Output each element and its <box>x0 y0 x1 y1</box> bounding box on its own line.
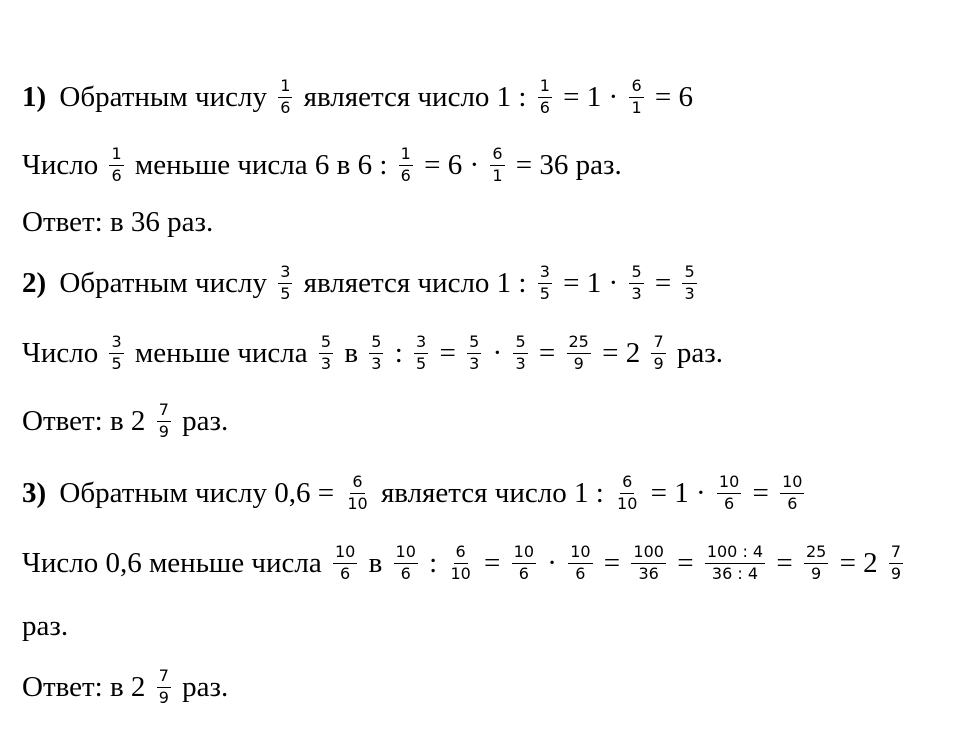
fraction <box>682 264 696 303</box>
text: = 2 <box>832 546 885 579</box>
numerator: 1 <box>538 78 552 98</box>
denominator: 3 <box>631 283 642 303</box>
task2-answer <box>22 402 228 441</box>
fraction <box>651 334 665 373</box>
denominator: 9 <box>573 353 584 373</box>
denominator: 6 <box>723 493 735 513</box>
numerator: 100 <box>631 544 666 564</box>
denominator: 1 <box>631 97 642 117</box>
numerator: 7 <box>157 402 171 422</box>
task2-line2 <box>22 334 723 373</box>
fraction <box>629 264 643 303</box>
numerator: 10 <box>394 544 418 564</box>
denominator: 6 <box>111 165 122 185</box>
text: : <box>387 336 411 369</box>
denominator: 5 <box>280 283 291 303</box>
numerator: 100 : 4 <box>705 544 765 564</box>
numerator: 3 <box>414 334 428 354</box>
fraction <box>109 334 123 373</box>
task1-line2 <box>22 146 622 185</box>
task1-number: 1) <box>22 80 47 113</box>
denominator: 3 <box>469 353 480 373</box>
text: = 6 <box>647 80 693 113</box>
numerator: 6 <box>350 474 364 494</box>
denominator: 9 <box>890 563 902 583</box>
denominator: 10 <box>347 493 368 513</box>
text: раз. <box>22 610 69 642</box>
denominator: 9 <box>653 353 664 373</box>
numerator: 10 <box>512 544 536 564</box>
text: является число 1 : <box>296 266 534 299</box>
fraction <box>278 78 292 117</box>
text: = <box>476 546 508 579</box>
numerator: 3 <box>538 264 552 284</box>
text: Ответ: в 2 <box>22 404 153 437</box>
numerator: 1 <box>109 146 123 166</box>
numerator: 10 <box>780 474 804 494</box>
text: = <box>669 546 701 579</box>
numerator: 3 <box>278 264 292 284</box>
text: раз. <box>174 404 229 437</box>
fraction <box>513 334 527 373</box>
task1-line1 <box>22 78 693 117</box>
numerator: 25 <box>567 334 591 354</box>
numerator: 5 <box>629 264 643 284</box>
task3-number: 3) <box>22 476 47 509</box>
text: = <box>596 546 628 579</box>
text: = 2 <box>594 336 648 369</box>
numerator: 1 <box>278 78 292 98</box>
numerator: 6 <box>629 78 643 98</box>
fraction <box>889 544 903 583</box>
task2-number: 2) <box>22 266 47 299</box>
numerator: 6 <box>620 474 634 494</box>
fraction <box>804 544 828 583</box>
text: Ответ: в 2 <box>22 670 153 703</box>
text: = <box>432 336 464 369</box>
denominator: 6 <box>539 97 550 117</box>
denominator: 3 <box>515 353 526 373</box>
fraction <box>631 544 666 583</box>
numerator: 25 <box>804 544 828 564</box>
text: = 1 · <box>643 476 713 509</box>
text: = <box>531 336 563 369</box>
denominator: 5 <box>539 283 550 303</box>
fraction <box>629 78 643 117</box>
fraction <box>705 544 765 583</box>
fraction <box>448 544 472 583</box>
fraction <box>394 544 418 583</box>
fraction <box>369 334 383 373</box>
numerator: 6 <box>490 146 504 166</box>
denominator: 5 <box>111 353 122 373</box>
text: = 6 · <box>416 148 487 181</box>
fraction <box>780 474 804 513</box>
denominator: 6 <box>400 563 411 583</box>
text: является число 1 : <box>373 476 612 509</box>
text: = 1 · <box>555 266 626 299</box>
fraction <box>538 78 552 117</box>
denominator: 9 <box>811 563 822 583</box>
numerator: 6 <box>454 544 468 564</box>
fraction <box>414 334 428 373</box>
text: = 36 раз. <box>508 148 622 181</box>
task3-line3 <box>22 612 68 641</box>
numerator: 7 <box>651 334 665 354</box>
fraction <box>157 668 171 707</box>
text: Обратным числу <box>52 266 275 299</box>
text: Обратным числу 0,6 = <box>52 476 342 509</box>
task3-line2 <box>22 544 907 583</box>
numerator: 7 <box>889 544 903 564</box>
denominator: 36 : 4 <box>711 563 758 583</box>
text: = <box>647 266 679 299</box>
text: · <box>540 546 565 579</box>
text: меньше числа <box>127 336 315 369</box>
fraction <box>399 146 413 185</box>
denominator: 36 <box>638 563 659 583</box>
fraction <box>345 474 369 513</box>
fraction <box>278 264 292 303</box>
text: в <box>337 336 366 369</box>
numerator: 10 <box>333 544 357 564</box>
fraction <box>319 334 333 373</box>
fraction <box>615 474 639 513</box>
denominator: 6 <box>518 563 529 583</box>
denominator: 6 <box>280 97 291 117</box>
numerator: 10 <box>717 474 741 494</box>
text: Обратным числу <box>52 80 275 113</box>
denominator: 6 <box>400 165 411 185</box>
text: = <box>745 476 777 509</box>
fraction <box>467 334 481 373</box>
text: раз. <box>174 670 229 703</box>
denominator: 6 <box>787 493 798 513</box>
denominator: 1 <box>492 165 503 185</box>
text: · <box>485 336 510 369</box>
task3-line1 <box>22 474 808 513</box>
numerator: 1 <box>399 146 413 166</box>
fraction <box>538 264 552 303</box>
numerator: 5 <box>369 334 383 354</box>
denominator: 6 <box>575 563 586 583</box>
denominator: 10 <box>450 563 471 583</box>
fraction <box>717 474 741 513</box>
task1-answer <box>22 208 213 237</box>
task3-answer <box>22 668 228 707</box>
denominator: 3 <box>371 353 382 373</box>
denominator: 3 <box>320 353 332 373</box>
text: : <box>421 546 445 579</box>
fraction <box>490 146 504 185</box>
numerator: 5 <box>513 334 527 354</box>
task2-line1 <box>22 264 701 303</box>
text: Число 0,6 меньше числа <box>22 546 329 579</box>
text: в <box>361 546 390 579</box>
fraction <box>109 146 123 185</box>
fraction <box>567 334 591 373</box>
numerator: 10 <box>568 544 592 564</box>
text: является число 1 : <box>296 80 534 113</box>
numerator: 3 <box>109 334 123 354</box>
text: Число <box>22 336 106 369</box>
text: = 1 · <box>555 80 626 113</box>
fraction <box>333 544 357 583</box>
numerator: 5 <box>467 334 481 354</box>
text: раз. <box>669 336 723 369</box>
fraction <box>157 402 171 441</box>
numerator: 5 <box>319 334 333 354</box>
text: = <box>769 546 800 579</box>
denominator: 6 <box>340 563 351 583</box>
denominator: 5 <box>416 353 427 373</box>
denominator: 10 <box>617 493 638 513</box>
denominator: 9 <box>158 687 169 707</box>
denominator: 3 <box>684 283 695 303</box>
denominator: 9 <box>158 421 169 441</box>
numerator: 5 <box>682 264 696 284</box>
text: меньше числа 6 в 6 : <box>127 148 395 181</box>
numerator: 7 <box>157 668 171 688</box>
fraction <box>512 544 536 583</box>
text: Число <box>22 148 106 181</box>
fraction <box>568 544 592 583</box>
answer-text: Ответ: в 36 раз. <box>22 206 214 238</box>
